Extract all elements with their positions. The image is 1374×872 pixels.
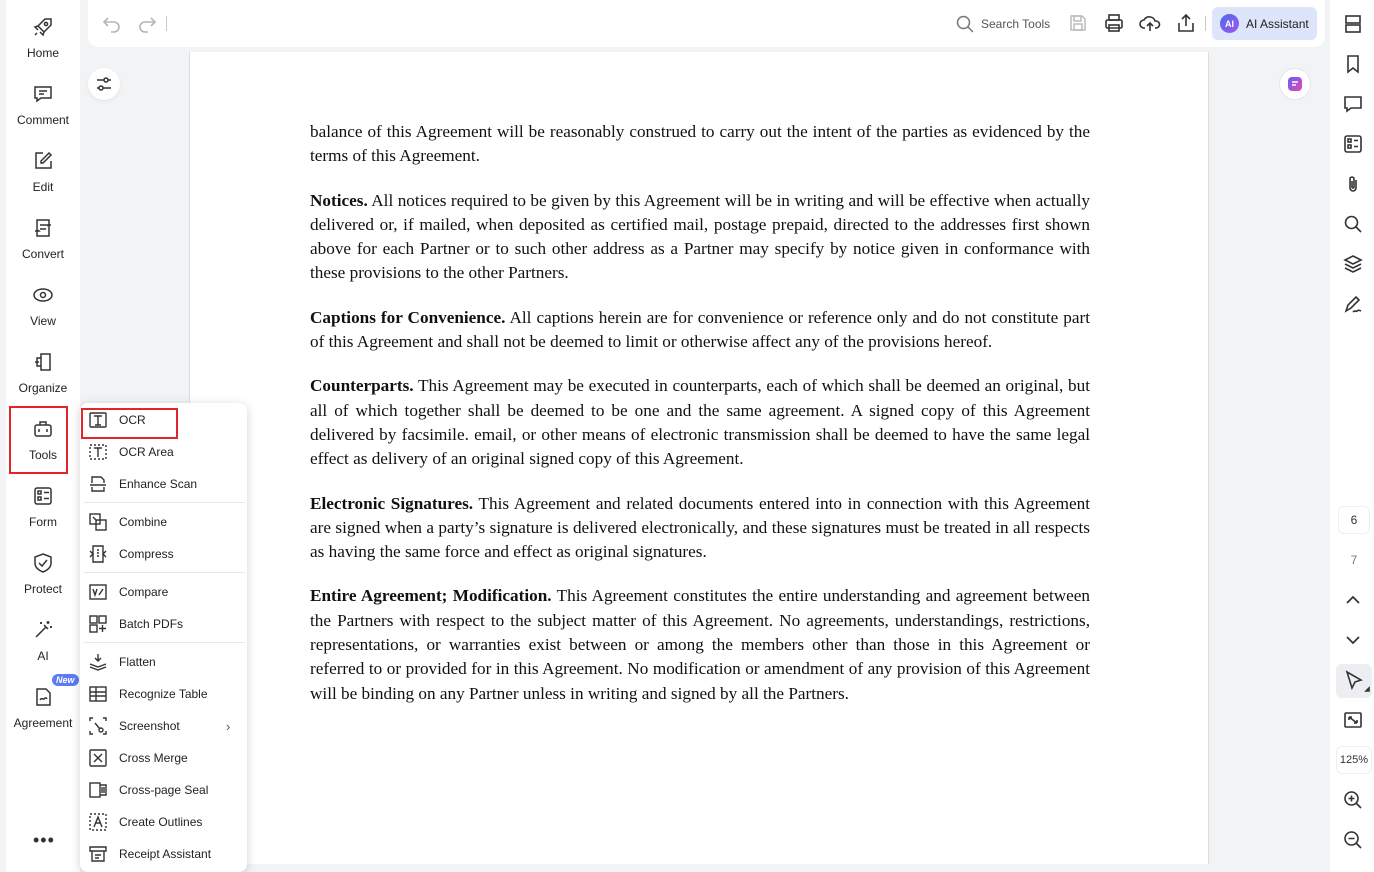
combine-icon — [88, 512, 108, 532]
menu-item-compare[interactable] — [80, 576, 247, 608]
search-icon — [1343, 214, 1363, 234]
menu-item-label: OCR Area — [119, 445, 174, 459]
undo-button[interactable] — [101, 12, 123, 34]
cloud-upload-icon — [1139, 13, 1161, 33]
document-paragraph — [310, 189, 1090, 286]
compare-icon — [88, 582, 108, 602]
menu-item-label: Cross-page Seal — [119, 783, 209, 797]
redo-button[interactable] — [136, 12, 158, 34]
sidebar-item-ai[interactable] — [6, 613, 80, 673]
print-icon — [1104, 13, 1124, 33]
compress-icon — [88, 544, 108, 564]
search-tools-label: Search Tools — [981, 17, 1051, 31]
signature-button[interactable] — [1342, 293, 1364, 315]
menu-item-batch-pdfs[interactable] — [80, 608, 247, 640]
fit-page-button[interactable] — [1342, 709, 1364, 731]
top-toolbar — [88, 0, 1325, 47]
paragraph-heading: Electronic Signatures. — [310, 493, 474, 513]
menu-item-label: Compare — [119, 585, 169, 599]
menu-item-recognize-table[interactable] — [80, 678, 247, 710]
rocket-icon — [32, 16, 54, 38]
save-icon — [1068, 13, 1088, 33]
batch-icon — [88, 614, 108, 634]
sidebar-item-label: Organize — [18, 381, 68, 395]
share-button[interactable] — [1175, 12, 1197, 34]
paragraph-text: All captions herein are for convenience or reference only and do not constitute part of this Agreement and shall not be deemed to limit or otherwise affect any of the provisions hereof. — [310, 307, 1090, 352]
sidebar-item-label: Tools — [28, 448, 57, 462]
menu-divider — [84, 502, 245, 503]
menu-item-combine[interactable] — [80, 506, 247, 538]
more-options-button[interactable]: ••• — [33, 830, 55, 850]
sidebar-item-label: Convert — [21, 247, 65, 261]
ocr-area-icon — [88, 442, 108, 462]
next-page-number[interactable]: 7 — [1350, 553, 1358, 567]
select-tool-button[interactable] — [1336, 664, 1372, 698]
sidebar-item-label: Protect — [23, 582, 62, 596]
menu-item-label: Screenshot — [119, 719, 180, 733]
sidebar-item-label: View — [30, 314, 56, 328]
tools-highlight-box — [9, 406, 68, 474]
ai-chat-icon — [1286, 75, 1304, 93]
menu-item-label: Enhance Scan — [119, 477, 198, 491]
next-page-button[interactable] — [1342, 629, 1364, 651]
menu-item-ocr-area[interactable] — [80, 436, 247, 468]
outline-icon — [88, 812, 108, 832]
menu-item-compress[interactable] — [80, 538, 247, 570]
current-page-indicator[interactable]: 6 — [1338, 506, 1370, 534]
search-tools-button[interactable] — [956, 13, 1050, 35]
document-paragraph — [310, 374, 1090, 471]
flatten-icon — [88, 652, 108, 672]
zoom-out-icon — [1343, 830, 1363, 850]
zoom-level-display[interactable]: 125% — [1336, 746, 1372, 774]
bookmark-button[interactable] — [1342, 53, 1364, 75]
menu-item-label: Batch PDFs — [119, 617, 184, 631]
menu-item-screenshot[interactable] — [80, 710, 247, 742]
sidebar-item-agreement[interactable] — [6, 680, 80, 740]
ai-assistant-button[interactable] — [1212, 7, 1317, 40]
shield-icon — [32, 552, 54, 574]
chevron-up-icon — [1343, 590, 1363, 610]
menu-divider — [84, 642, 245, 643]
receipt-icon — [88, 844, 108, 864]
sidebar-item-form[interactable] — [6, 479, 80, 539]
toolbar-divider — [1205, 16, 1206, 31]
chevron-down-icon — [1343, 630, 1363, 650]
sliders-icon — [95, 75, 113, 93]
menu-item-label: Flatten — [119, 655, 156, 669]
signature-icon — [1343, 294, 1363, 314]
sidebar-item-edit[interactable] — [6, 144, 80, 204]
magic-wand-icon — [32, 619, 54, 641]
seal-icon — [88, 780, 108, 800]
paragraph-text: This Agreement may be executed in counterparts, each of which shall be deemed an original, but all of which together shall be deemed to be one and the same agreement. A signed copy of this Agreement delivered by facsimile. email, or other means of electronic transmission shall be deemed to have the same legal effect as delivery of an original signed copy of this Agreement. — [310, 376, 1090, 469]
ocr-icon — [88, 410, 108, 430]
paragraph-text: This Agreement constitutes the entire understanding and agreement between the Partners with respect to the subject matter of this Agreement. No agreements, understandings, restrictions, representations, or warranties exist between or among the members other than those in this Agreement or referred to or provided for in this Agreement. No modification or amendment of any provision of this Agreement will be binding on any Partner unless in writing and signed by all the Partners. — [310, 586, 1090, 703]
paragraph-heading: Captions for Convenience. — [310, 307, 506, 327]
filter-settings-button[interactable] — [88, 68, 120, 100]
comment-icon — [1343, 94, 1363, 114]
sidebar-item-label: Comment — [16, 113, 69, 127]
sidebar-item-organize[interactable] — [6, 345, 80, 405]
document-page — [189, 52, 1209, 864]
ai-assistant-label: AI Assistant — [1246, 16, 1309, 31]
menu-item-flatten[interactable] — [80, 646, 247, 678]
thumbnails-icon — [1343, 14, 1363, 34]
sidebar-item-protect[interactable] — [6, 546, 80, 606]
document-body — [310, 120, 1090, 726]
paragraph-text: All notices required to be given by this Agreement will be in writing and will be effective when actually delivered or, if mailed, when deposited as certified mail, postage prepaid, directed to the addresses first shown above for each Partner or to such other address as a Partner may specify by notice given in conformance with these provisions to the other Partners. — [310, 190, 1090, 283]
agreement-icon — [32, 686, 54, 708]
toolbar-divider — [166, 16, 167, 31]
save-button[interactable] — [1067, 12, 1089, 34]
eye-icon — [32, 284, 54, 306]
layers-icon — [1343, 254, 1363, 274]
menu-item-label: Combine — [119, 515, 168, 529]
sidebar-item-label: Edit — [32, 180, 54, 194]
menu-divider — [84, 572, 245, 573]
tools-menu — [80, 403, 247, 872]
paragraph-heading: Notices. — [310, 190, 368, 210]
menu-item-create-outlines[interactable] — [80, 806, 247, 838]
print-button[interactable] — [1103, 12, 1125, 34]
enhance-scan-icon — [88, 474, 108, 494]
screenshot-icon — [88, 716, 108, 736]
undo-icon — [102, 13, 122, 33]
document-paragraph — [310, 120, 1090, 169]
sidebar-item-comment[interactable] — [6, 77, 80, 137]
table-icon — [88, 684, 108, 704]
zoom-out-button[interactable] — [1342, 829, 1364, 851]
menu-item-cross-page-seal[interactable] — [80, 774, 247, 806]
sidebar-item-label: Home — [26, 46, 59, 60]
cross-merge-icon — [88, 748, 108, 768]
zoom-in-button[interactable] — [1342, 789, 1364, 811]
zoom-in-icon — [1343, 790, 1363, 810]
form-icon — [1343, 134, 1363, 154]
redo-icon — [137, 13, 157, 33]
sidebar-item-home[interactable] — [6, 10, 80, 70]
paragraph-heading: Entire Agreement; Modification. — [310, 586, 552, 606]
thumbnails-button[interactable] — [1342, 13, 1364, 35]
convert-icon — [32, 217, 54, 239]
menu-item-label: Recognize Table — [119, 687, 208, 701]
paperclip-icon — [1343, 174, 1363, 194]
fit-page-icon — [1343, 710, 1363, 730]
paragraph-text: This Agreement and related documents entered into in connection with this Agreement are signed when a party’s signature is delivered electronically, and these signatures must be treated in all respects as having the same force and effect as original signatures. — [310, 493, 1090, 562]
ai-logo-icon: AI — [1220, 14, 1239, 33]
menu-item-label: Cross Merge — [119, 751, 188, 765]
comments-panel-button[interactable] — [1342, 93, 1364, 115]
paragraph-text: balance of this Agreement will be reasonably construed to carry out the intent of the parties as evidenced by the terms of this Agreement. — [310, 122, 1090, 166]
document-paragraph — [310, 492, 1090, 565]
sidebar-item-view[interactable] — [6, 278, 80, 338]
document-paragraph — [310, 306, 1090, 355]
sidebar-item-convert[interactable] — [6, 211, 80, 271]
search-icon — [956, 15, 974, 33]
comment-icon — [32, 83, 54, 105]
bookmark-icon — [1343, 54, 1363, 74]
menu-item-label: Compress — [119, 547, 174, 561]
menu-item-enhance-scan[interactable] — [80, 468, 247, 500]
menu-item-receipt-assistant[interactable] — [80, 838, 247, 870]
layers-button[interactable] — [1342, 253, 1364, 275]
form-fields-button[interactable] — [1342, 133, 1364, 155]
sidebar-item-label: Form — [29, 515, 57, 529]
menu-item-cross-merge[interactable] — [80, 742, 247, 774]
menu-item-label: Create Outlines — [119, 815, 203, 829]
cursor-select-icon — [1336, 664, 1372, 698]
cloud-upload-button[interactable] — [1139, 12, 1161, 34]
menu-item-ocr[interactable] — [80, 404, 247, 436]
menu-item-label: Receipt Assistant — [119, 847, 212, 861]
menu-item-label: OCR — [119, 413, 146, 427]
right-rail — [1330, 0, 1374, 872]
ai-float-button[interactable] — [1279, 68, 1311, 100]
attachments-button[interactable] — [1342, 173, 1364, 195]
document-paragraph — [310, 584, 1090, 705]
paragraph-heading: Counterparts. — [310, 376, 414, 396]
organize-icon — [32, 351, 54, 373]
sidebar-item-label: Agreement — [13, 716, 73, 730]
sidebar-item-label: AI — [37, 649, 49, 663]
chevron-right-icon: › — [226, 718, 231, 734]
edit-icon — [32, 150, 54, 172]
new-badge: New — [52, 674, 79, 686]
search-document-button[interactable] — [1342, 213, 1364, 235]
form-icon — [32, 485, 54, 507]
previous-page-button[interactable] — [1342, 589, 1364, 611]
share-icon — [1176, 13, 1196, 33]
